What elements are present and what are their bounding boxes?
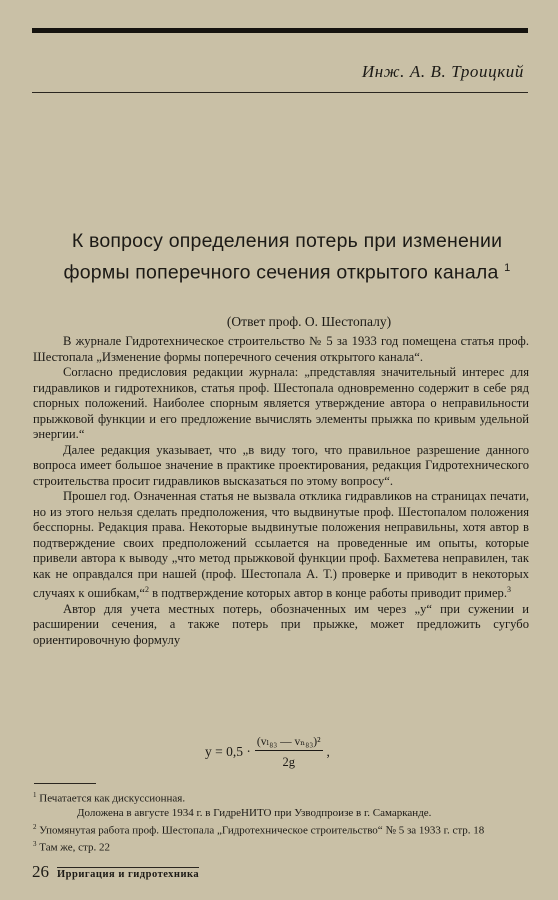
paragraph: Далее редакция указывает, что „в виду того, что правильное разрешение данного вопроса имеет большое значение в практике проектирования, редакция Гидротехнического строительства просит гидравликов высказаться по этому вопросу“. [33, 442, 529, 488]
footnote-text: Упомянутая работа проф. Шестопала „Гидротехническое строительство“ № 5 за 1933 г. стр. 18 [39, 824, 485, 837]
article-body [33, 334, 529, 648]
footnote [33, 806, 529, 820]
formula-trail: , [326, 744, 330, 759]
footnote [33, 788, 529, 806]
formula-lhs: y = 0,5 · [205, 744, 251, 759]
footnote-ref: 3 [507, 585, 512, 594]
page-footer [32, 862, 199, 882]
paragraph [33, 489, 529, 602]
title-text: К вопросу определения потерь при изменении формы поперечного сечения открытого канала [63, 230, 503, 284]
article-title [40, 228, 534, 287]
top-rule [32, 28, 528, 33]
formula-fraction [255, 734, 323, 770]
footnote-ref: 2 [144, 585, 149, 594]
author-name: Инж. А. В. Троицкий [361, 62, 524, 81]
paragraph: В журнале Гидротехническое строительство № 5 за 1933 год помещена статья проф. Шестопала „Изменение формы поперечного сечения открытого канала“. [33, 334, 529, 364]
journal-name: Ирригация и гидротехника [57, 869, 200, 880]
footnote-rule [34, 783, 96, 784]
footnote-mark: 2 [33, 822, 37, 831]
footnote-text: Печатается как дискуссионная. [39, 792, 186, 805]
footnote [33, 837, 529, 855]
article-subtitle: (Ответ проф. О. Шестопалу) [226, 314, 392, 329]
paragraph: Согласно предисловия редакции журнала: „представляя значительный интерес для гидравликов и гидротехников, статья проф. Шестопала одновременно содержит в себе ряд спорных положений. Наиболее спорным является утверждение автора о неправильности прыжковой функции и его предложение вычислять элементы прыжка по кривым удельной энергии.“ [33, 365, 529, 441]
loss-formula [205, 734, 330, 770]
paragraph-text: Прошел год. Означенная статья не вызвала отклика гидравликов на страницах печати, но из этого нельзя сделать предположения, что выдвинутые проф. Шестопалом положения бесспорны. Редакция права. Некоторые выдвинутые положения неправильны, хотя автор в подтверждение своих предположений ссылается на проведенные им опыты, которые привели автора к выводу „что метод прыжковой функции проф. Бахметева неправилен, так как не оправдался при нашей (проф. Шестопала А. Т.) проверке и приводит в некоторых случаях к ошибкам,“ [33, 489, 529, 601]
formula-denominator: 2g [282, 755, 295, 769]
footnote-text: Доложена в августе 1934 г. в ГидреНИТО при Узводпроизе в г. Самарканде. [77, 806, 432, 819]
footnote [33, 820, 529, 838]
footnote-text: Там же, стр. 22 [39, 841, 110, 854]
title-footnote-mark: 1 [504, 262, 511, 274]
paragraph: Автор для учета местных потерь, обозначенных им через „y“ при сужении и расширении сечения, а также потерь при прыжке, может предложить сугубо ориентировочную формулу [33, 601, 529, 647]
formula-numerator: (vₗ₈₃ — vₙ₈₃)² [255, 734, 323, 751]
author-rule [32, 92, 528, 93]
footnotes [33, 788, 529, 855]
footnote-mark: 1 [33, 791, 37, 799]
page-number: 26 [32, 862, 49, 881]
paragraph-tail: в подтверждение которых автор в конце работы приводит пример. [152, 586, 508, 601]
footnote-mark: 3 [33, 840, 37, 849]
